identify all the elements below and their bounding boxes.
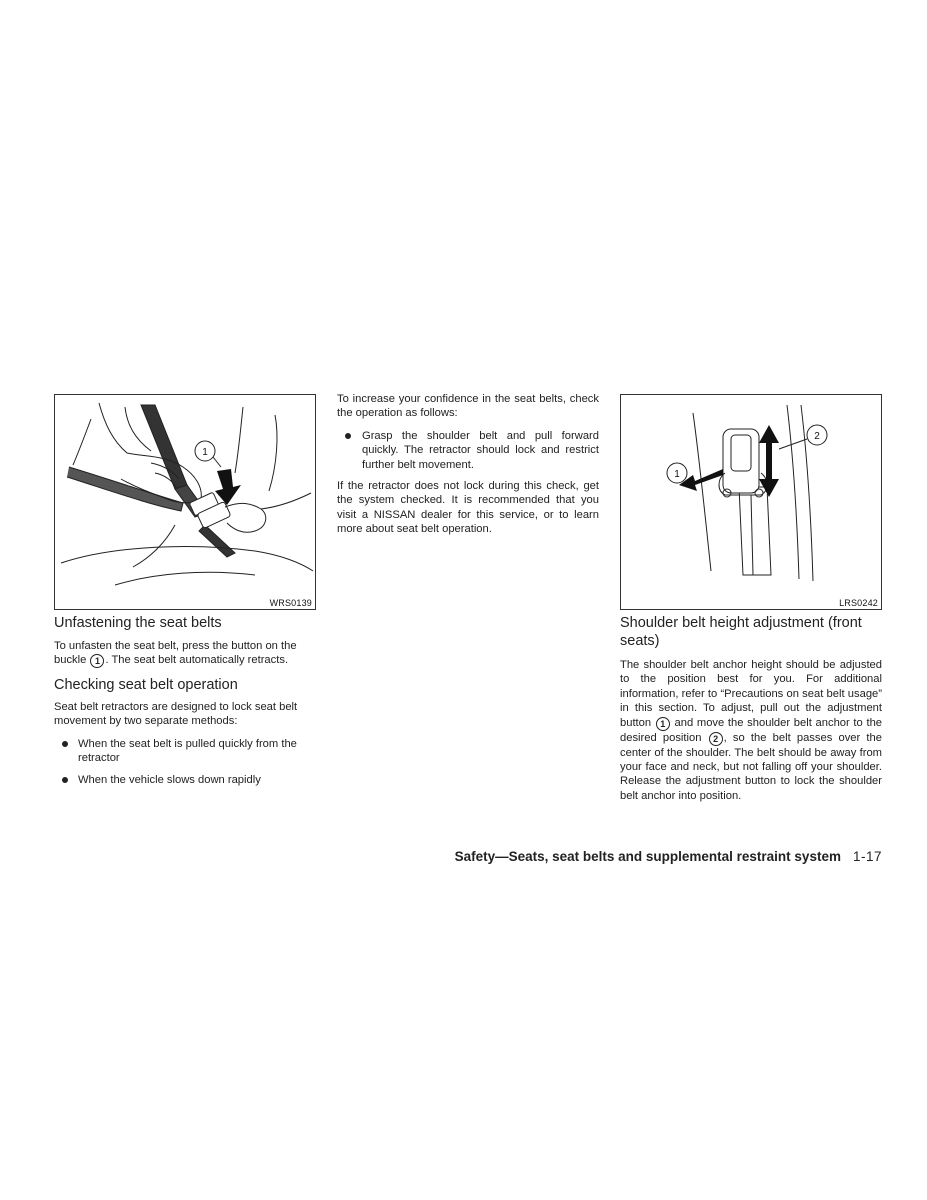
para-shoulder-belt bbox=[620, 658, 882, 803]
bullet-slows-down: When the vehicle slows down rapidly bbox=[78, 774, 261, 786]
bullet-dot bbox=[62, 741, 68, 747]
footer-section-title: Safety—Seats, seat belts and supplemental restraint system bbox=[454, 849, 841, 864]
text-retracts: . The seat belt automatically retracts. bbox=[105, 654, 289, 667]
heading-unfastening: Unfastening the seat belts bbox=[54, 615, 222, 631]
figure-code: LRS0242 bbox=[839, 598, 878, 608]
bullet-dot bbox=[345, 433, 351, 439]
para-shoulder-belt-a: The shoulder belt anchor height should be adjusted to the position best for you. For additional information, refer to “Precautions on seat belt usage” in this section. To adjust, pull out the adjustment button bbox=[620, 659, 882, 729]
bullet-pulled-quickly: When the seat belt is pulled quickly from the retractor bbox=[78, 738, 297, 765]
page-footer bbox=[455, 849, 882, 864]
callout-1-label: 1 bbox=[674, 469, 680, 480]
text-buckle: buckle bbox=[54, 654, 87, 667]
page-number: 1-17 bbox=[852, 849, 882, 864]
callout-1-label: 1 bbox=[202, 447, 208, 458]
para-unfastening bbox=[54, 639, 318, 668]
seat-belt-buckle-illustration bbox=[55, 395, 315, 609]
callout-2-ref: 2 bbox=[709, 732, 723, 746]
para-retractors: Seat belt retractors are designed to lock seat belt movement by two separate methods: bbox=[54, 701, 298, 728]
heading-shoulder-belt-height: Shoulder belt height adjustment (front seats) bbox=[620, 615, 862, 649]
bullet-grasp-belt: Grasp the shoulder belt and pull forward quickly. The retractor should lock and restrict further belt movement. bbox=[362, 430, 599, 471]
para-unfastening-line1: To unfasten the seat belt, press the button on the bbox=[54, 640, 297, 652]
shoulder-belt-anchor-illustration bbox=[621, 395, 881, 609]
para-increase-confidence: To increase your confidence in the seat belts, check the operation as follows: bbox=[337, 393, 599, 420]
bullet-dot bbox=[62, 777, 68, 783]
callout-1-ref: 1 bbox=[90, 654, 104, 668]
para-shoulder-belt-b: and move the shoulder belt anchor to the desired position bbox=[620, 716, 883, 744]
figure-unfastening-seat-belt bbox=[54, 394, 316, 610]
para-shoulder-belt-c: , so the belt passes over the center of the shoulder. The belt should be away from your face and neck, but not falling off your shoulder. Release the adjustment button to lock the shoulder belt anchor into position. bbox=[620, 731, 882, 802]
callout-1-ref: 1 bbox=[656, 717, 670, 731]
callout-2-label: 2 bbox=[814, 431, 820, 442]
para-retractor-check: If the retractor does not lock during this check, get the system checked. It is recommended that you visit a NISSAN dealer for this service, or to learn more about seat belt operation. bbox=[337, 480, 599, 536]
heading-checking-operation: Checking seat belt operation bbox=[54, 677, 238, 693]
figure-code: WRS0139 bbox=[269, 598, 312, 608]
figure-shoulder-belt-adjustment bbox=[620, 394, 882, 610]
para-unfastening-line2 bbox=[54, 653, 318, 668]
